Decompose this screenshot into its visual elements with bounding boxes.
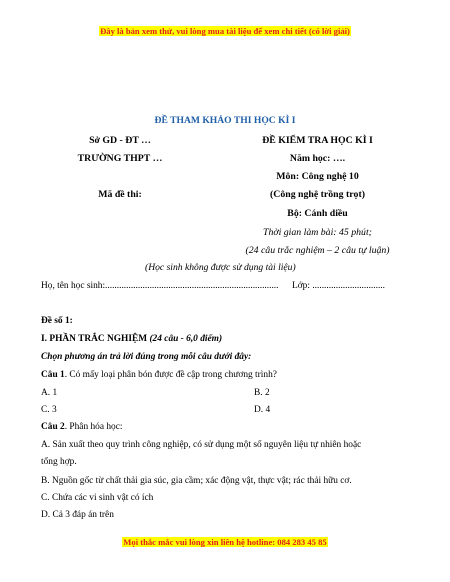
school-year: Năm học: …. [289, 153, 346, 164]
department-label: Sở GD - ĐT … [89, 135, 151, 146]
school-label: TRƯỜNG THPT … [77, 153, 163, 164]
option-c: C. 3 [41, 405, 57, 415]
section-points: (24 câu - 6,0 điểm) [149, 334, 223, 344]
subject: Môn: Công nghệ 10 [276, 171, 359, 182]
subject-sub: (Công nghệ trồng trọt) [270, 189, 365, 200]
top-banner-text: Đây là bản xem thử, vui lòng mua tài liệu để xem chi tiết (có lời giải) [100, 26, 350, 36]
question-count: (24 câu trắc nghiệm – 2 câu tự luận) [245, 245, 390, 256]
option-b: B. 2 [254, 388, 270, 398]
question-text: . Có mấy loại phân bón được đề cập trong chương trình? [64, 370, 277, 380]
section-title: I. PHẦN TRẮC NGHIỆM [41, 334, 148, 344]
student-name-field: Họ, tên học sinh:.......................................................................... [41, 281, 279, 291]
question-text: . Phân hóa học: [64, 422, 123, 432]
option-b: B. Nguồn gốc từ chất thải gia súc, gia cầm; xác động vật, thực vật; rác thải hữu cơ. [41, 476, 352, 486]
exam-code-label: Mã đề thi: [98, 189, 142, 200]
time-limit: Thời gian làm bài: 45 phút; [263, 227, 372, 238]
option-a: A. 1 [41, 388, 58, 398]
option-c: C. Chứa các vi sinh vật có ích [41, 493, 154, 503]
option-d: D. 4 [254, 405, 271, 415]
document-title: ĐỀ THAM KHẢO THI HỌC KÌ I [154, 115, 296, 126]
section-instruction: Chọn phương án trả lời đúng trong mỗi câu dưới đây: [41, 352, 252, 362]
class-field: Lớp: ............................... [292, 281, 385, 291]
textbook-series: Bộ: Cánh diều [287, 208, 348, 219]
exam-number: Đề số 1: [41, 316, 73, 326]
no-materials-note: (Học sinh không được sử dụng tài liệu) [145, 262, 296, 273]
question-1 [41, 370, 277, 380]
bottom-banner-text: Mọi thắc mắc vui lòng xin liên hệ hotline: 084 283 45 85 [123, 537, 327, 547]
question-label: Câu 1 [41, 370, 65, 380]
top-preview-banner [0, 26, 450, 36]
option-a-continued: tổng hợp. [41, 457, 77, 467]
exam-heading: ĐỀ KIỂM TRA HỌC KÌ I [262, 135, 373, 146]
bottom-hotline-banner [0, 537, 450, 547]
question-label: Câu 2 [41, 422, 65, 432]
option-d: D. Cả 3 đáp án trên [41, 510, 114, 520]
option-a: A. Sản xuất theo quy trình công nghiệp, có sử dụng một số nguyên liệu tự nhiên hoặc [41, 440, 362, 450]
section-heading [41, 334, 222, 344]
question-2 [41, 422, 123, 432]
